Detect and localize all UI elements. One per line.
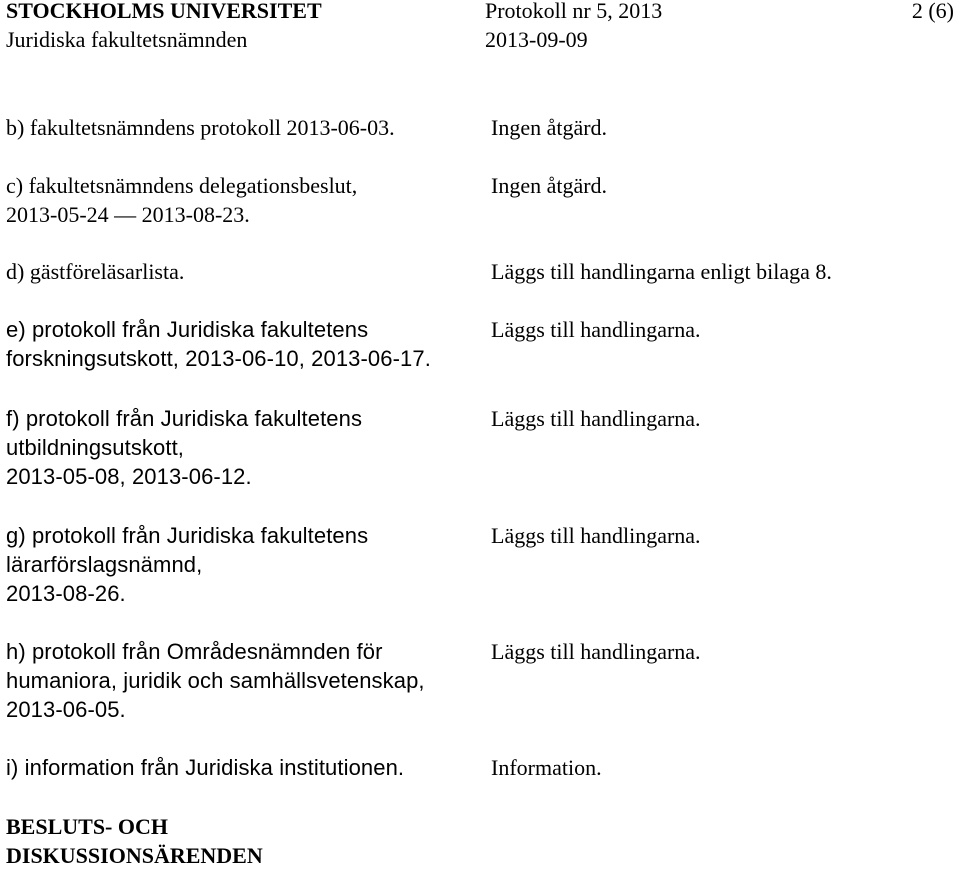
item-decision: Ingen åtgärd. [491,115,608,140]
item-description [6,521,481,608]
item-description [6,257,481,286]
item-decision: Läggs till handlingarna. [491,317,701,342]
item-description [6,315,481,373]
item-decision: Information. [491,755,602,780]
item-line: humaniora, juridik och samhällsvetenskap, [6,668,425,693]
item-line: lärarförslagsnämnd, [6,552,203,577]
item-line: 2013-06-05. [6,697,126,722]
item-line: forskningsutskott, 2013-06-10, 2013-06-17. [6,346,431,371]
section-heading [6,812,263,870]
section-heading-line: BESLUTS- OCH [6,814,168,839]
item-line: g) protokoll från Juridiska fakultetens [6,523,369,548]
item-line: utbildningsutskott, [6,435,185,460]
protocol-number: Protokoll nr 5, 2013 [485,0,663,23]
item-decision: Läggs till handlingarna. [491,639,701,664]
item-description [6,637,481,724]
item-line: h) protokoll från Områdesnämnden för [6,639,383,664]
section-heading-line: DISKUSSIONSÄRENDEN [6,843,263,868]
page-number: 2 (6) [911,0,954,23]
item-description [6,753,481,782]
item-line: b) fakultetsnämndens protokoll 2013-06-03. [6,115,395,140]
item-description [6,404,481,491]
item-line: c) fakultetsnämndens delegationsbeslut, [6,173,358,198]
item-description [6,171,481,229]
item-line: e) protokoll från Juridiska fakultetens [6,317,369,342]
item-description [6,113,481,142]
protocol-date: 2013-09-09 [485,27,588,52]
item-line: 2013-08-26. [6,581,126,606]
committee-name: Juridiska fakultetsnämnden [6,27,248,52]
item-decision: Läggs till handlingarna. [491,523,701,548]
item-line: d) gästföreläsarlista. [6,259,185,284]
item-line: i) information från Juridiska institutionen. [6,755,405,780]
item-line: f) protokoll från Juridiska fakultetens [6,406,363,431]
university-name: STOCKHOLMS UNIVERSITET [6,0,322,23]
item-line: 2013-05-24 — 2013-08-23. [6,202,250,227]
item-decision: Ingen åtgärd. [491,173,608,198]
item-line: 2013-05-08, 2013-06-12. [6,464,252,489]
item-decision: Läggs till handlingarna. [491,406,701,431]
item-decision: Läggs till handlingarna enligt bilaga 8. [491,259,832,284]
